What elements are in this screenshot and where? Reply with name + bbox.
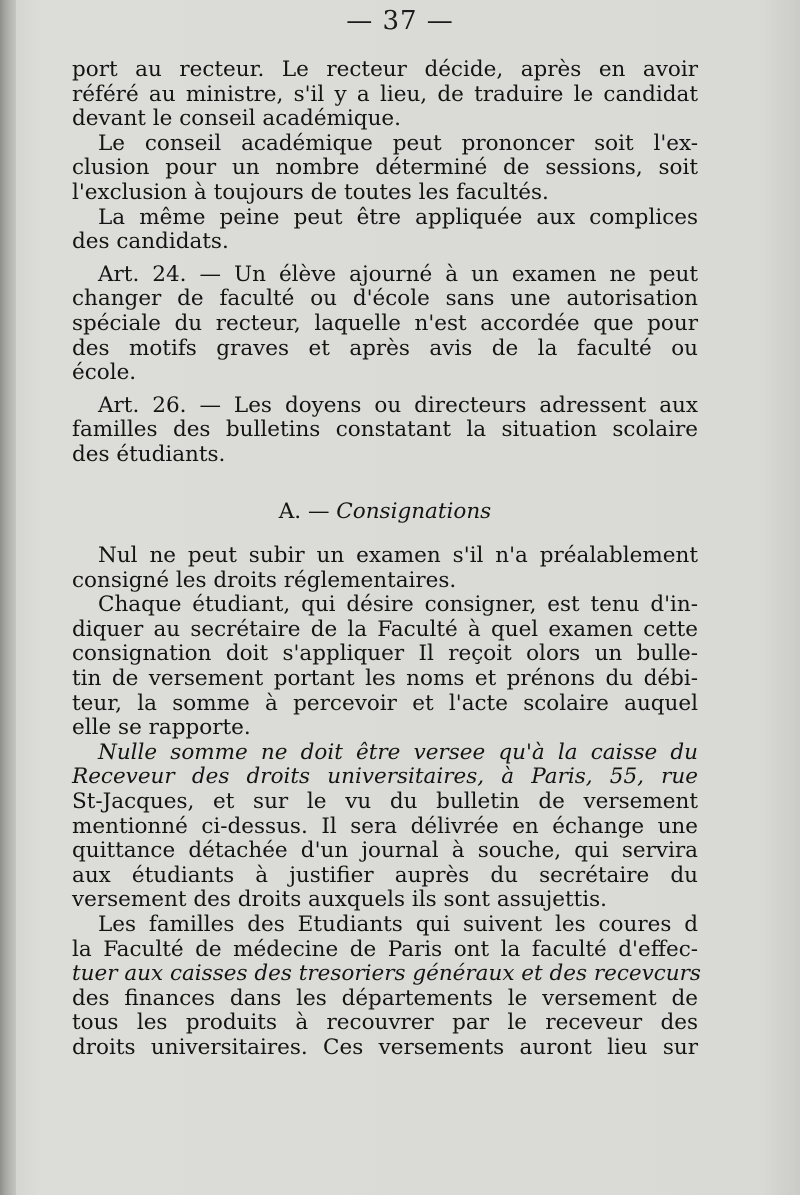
page-body xyxy=(72,57,701,1061)
text-line: mentionné ci-dessus. Il sera délivrée en échange une xyxy=(72,813,698,839)
text-line: port au recteur. Le recteur décide, après en avoir xyxy=(72,57,698,82)
text-line: clusion pour un nombre déterminé de sessions, soit xyxy=(72,155,698,181)
text-line: Nul ne peut subir un examen s'il n'a préalablement xyxy=(98,543,698,569)
text-line: teur, la somme à percevoir et l'acte scolaire auquel xyxy=(72,690,698,716)
text-line: elle se rapporte. xyxy=(72,715,251,741)
text-line: La même peine peut être appliquée aux complices xyxy=(98,204,698,230)
text-line: consigné les droits réglementaires. xyxy=(72,567,457,593)
section-title: Consignations xyxy=(336,498,492,524)
text-line: Les familles des Etudiants qui suivent les coures d xyxy=(98,912,698,937)
text-line: des étudiants. xyxy=(72,441,226,467)
text-line: Receveur des droits universitaires, à Paris, 55, rue xyxy=(72,764,698,790)
page-binding-edge xyxy=(0,0,16,1195)
section-heading xyxy=(72,500,698,525)
text-line: tous les produits à recouvrer par le receveur des xyxy=(72,1010,698,1036)
text-line: aux étudiants à justifier auprès du secrétaire du xyxy=(72,862,698,888)
text-line: versement des droits auxquels ils sont assujettis. xyxy=(72,887,607,913)
text-line: référé au ministre, s'il y a lieu, de traduire le candidat xyxy=(72,81,698,107)
text-line: la Faculté de médecine de Paris ont la faculté d'effec- xyxy=(72,936,698,962)
text-line: tin de versement portant les noms et prénons du débi- xyxy=(72,666,698,692)
text-line: des candidats. xyxy=(72,229,229,255)
text-line: Nulle somme ne doit être versee qu'à la caisse du xyxy=(98,739,698,765)
text-line: changer de faculté ou d'école sans une autorisation xyxy=(72,286,698,312)
text-line: quittance détachée d'un journal à souche, qui servira xyxy=(72,838,698,864)
text-line: des finances dans les départements le versement de xyxy=(72,985,698,1011)
article-26-first-line: Art. 26. — Les doyens ou directeurs adressent aux xyxy=(98,392,698,418)
text-line: Le conseil académique peut prononcer soit l'ex- xyxy=(98,130,698,156)
text-line: des motifs graves et après avis de la faculté ou xyxy=(72,335,698,361)
text-line: consignation doit s'appliquer Il reçoit olors un bulle- xyxy=(72,641,698,667)
article-24-first-line: Art. 24. — Un élève ajourné à un examen ne peut xyxy=(98,261,698,287)
text-line: l'exclusion à toujours de toutes les facultés. xyxy=(72,179,549,205)
text-line: droits universitaires. Ces versements auront lieu sur xyxy=(72,1034,698,1060)
page-number: — 37 — xyxy=(346,6,454,36)
text-line: devant le conseil académique. xyxy=(72,106,401,132)
text-line: spéciale du recteur, laquelle n'est accordée que pour xyxy=(72,310,698,336)
text-line: tuer aux caisses des tresoriers généraux et des recevcurs xyxy=(72,961,701,987)
text-line: familles des bulletins constatant la situation scolaire xyxy=(72,417,698,443)
text-line: St-Jacques, et sur le vu du bulletin de versement xyxy=(72,789,698,815)
text-line: diquer au secrétaire de la Faculté à quel examen cette xyxy=(72,616,698,642)
text-line: Chaque étudiant, qui désire consigner, est tenu d'in- xyxy=(98,592,698,618)
text-line: école. xyxy=(72,360,137,386)
section-letter: A. — xyxy=(278,498,337,524)
